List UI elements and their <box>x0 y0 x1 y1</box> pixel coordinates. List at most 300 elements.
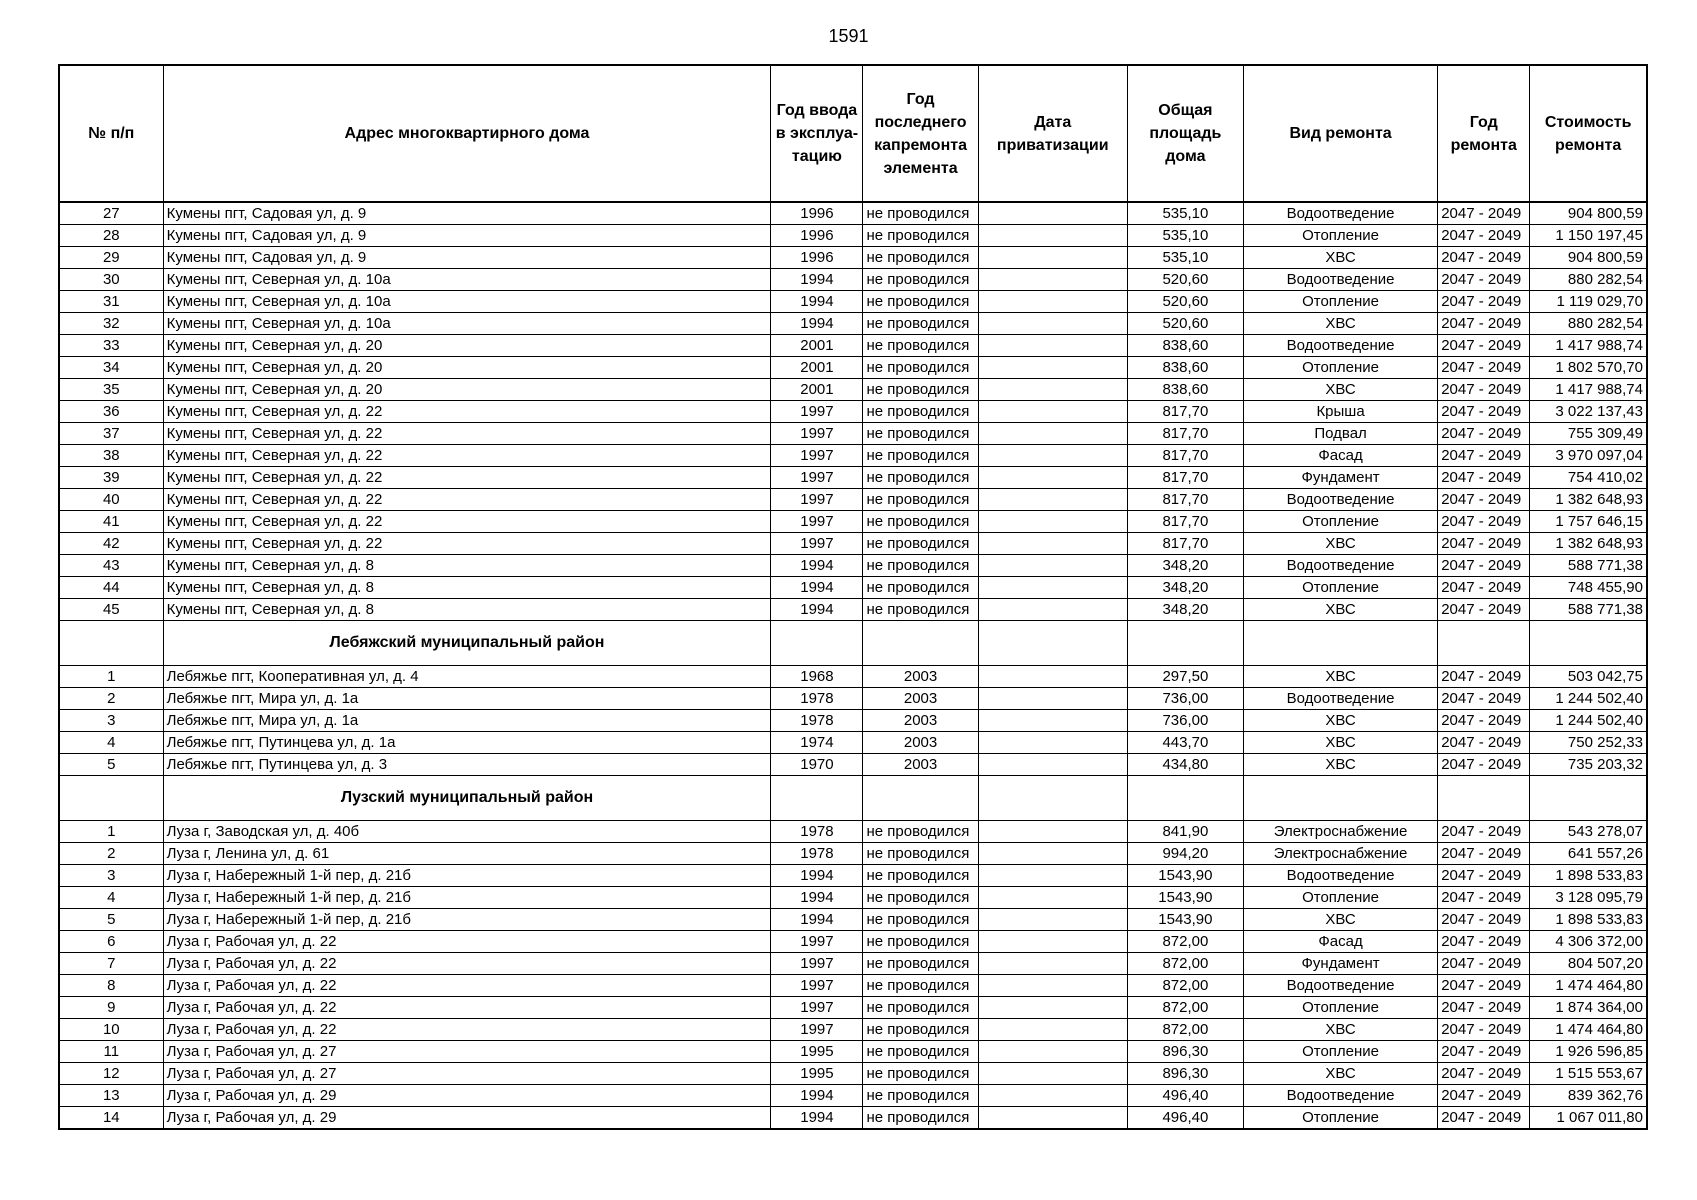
cell-cost: 1 150 197,45 <box>1530 225 1647 247</box>
cell-repair-year: 2047 - 2049 <box>1438 401 1530 423</box>
cell-year-built: 1994 <box>771 1085 863 1107</box>
cell-repair-year: 2047 - 2049 <box>1438 577 1530 599</box>
cell-repair-type: Водоотведение <box>1243 335 1437 357</box>
cell-repair-year: 2047 - 2049 <box>1438 688 1530 710</box>
cell-last-repair: не проводился <box>863 247 978 269</box>
header-address: Адрес многоквартирного дома <box>163 65 771 202</box>
cell-privatization <box>978 732 1127 754</box>
cell-cost: 1 898 533,83 <box>1530 865 1647 887</box>
cell-privatization <box>978 975 1127 997</box>
cell-num: 14 <box>59 1107 163 1130</box>
cell-address: Кумены пгт, Северная ул, д. 10а <box>163 291 771 313</box>
cell-privatization <box>978 710 1127 732</box>
cell-area: 736,00 <box>1127 710 1243 732</box>
cell-year-built: 2001 <box>771 335 863 357</box>
header-year-built: Год ввода в эксплуа-тацию <box>771 65 863 202</box>
cell-privatization <box>978 997 1127 1019</box>
district-name: Лузский муниципальный район <box>163 776 771 821</box>
cell-cost: 4 306 372,00 <box>1530 931 1647 953</box>
cell-address: Лебяжье пгт, Путинцева ул, д. 3 <box>163 754 771 776</box>
cell-privatization <box>978 335 1127 357</box>
cell-year-built: 2001 <box>771 379 863 401</box>
cell-cost: 503 042,75 <box>1530 666 1647 688</box>
cell-year-built: 1997 <box>771 401 863 423</box>
cell-last-repair: не проводился <box>863 821 978 843</box>
cell-repair-year: 2047 - 2049 <box>1438 533 1530 555</box>
cell-privatization <box>978 533 1127 555</box>
cell-privatization <box>978 1041 1127 1063</box>
cell-address: Кумены пгт, Северная ул, д. 8 <box>163 555 771 577</box>
district-row <box>59 621 1647 666</box>
cell-repair-year: 2047 - 2049 <box>1438 357 1530 379</box>
cell-last-repair: не проводился <box>863 1041 978 1063</box>
cell-area: 496,40 <box>1127 1085 1243 1107</box>
cell-privatization <box>978 357 1127 379</box>
cell-num: 2 <box>59 843 163 865</box>
cell-area: 817,70 <box>1127 467 1243 489</box>
district-empty-cell <box>1530 621 1647 666</box>
cell-repair-type: Водоотведение <box>1243 555 1437 577</box>
cell-num: 37 <box>59 423 163 445</box>
cell-repair-type: Электроснабжение <box>1243 821 1437 843</box>
table-body <box>59 202 1647 1129</box>
cell-repair-year: 2047 - 2049 <box>1438 489 1530 511</box>
cell-year-built: 1994 <box>771 555 863 577</box>
cell-repair-type: Отопление <box>1243 887 1437 909</box>
cell-repair-type: Водоотведение <box>1243 489 1437 511</box>
cell-repair-year: 2047 - 2049 <box>1438 1107 1530 1130</box>
cell-repair-type: Отопление <box>1243 1107 1437 1130</box>
cell-cost: 1 382 648,93 <box>1530 489 1647 511</box>
table-row <box>59 533 1647 555</box>
cell-num: 10 <box>59 1019 163 1041</box>
district-empty-cell <box>978 621 1127 666</box>
cell-area: 496,40 <box>1127 1107 1243 1130</box>
cell-address: Кумены пгт, Садовая ул, д. 9 <box>163 247 771 269</box>
cell-num: 45 <box>59 599 163 621</box>
cell-repair-year: 2047 - 2049 <box>1438 865 1530 887</box>
header-privatization: Дата приватизации <box>978 65 1127 202</box>
cell-cost: 880 282,54 <box>1530 269 1647 291</box>
table-row <box>59 511 1647 533</box>
district-name: Лебяжский муниципальный район <box>163 621 771 666</box>
cell-num: 40 <box>59 489 163 511</box>
district-empty-cell <box>1243 776 1437 821</box>
cell-address: Луза г, Рабочая ул, д. 22 <box>163 953 771 975</box>
table-header-row <box>59 65 1647 202</box>
cell-address: Луза г, Рабочая ул, д. 22 <box>163 997 771 1019</box>
cell-year-built: 1994 <box>771 1107 863 1130</box>
cell-repair-type: Водоотведение <box>1243 688 1437 710</box>
cell-cost: 1 119 029,70 <box>1530 291 1647 313</box>
table-row <box>59 202 1647 225</box>
cell-address: Кумены пгт, Садовая ул, д. 9 <box>163 202 771 225</box>
district-empty-cell <box>863 621 978 666</box>
cell-cost: 904 800,59 <box>1530 247 1647 269</box>
cell-cost: 1 382 648,93 <box>1530 533 1647 555</box>
table-row <box>59 1019 1647 1041</box>
cell-repair-type: Водоотведение <box>1243 975 1437 997</box>
cell-address: Луза г, Заводская ул, д. 40б <box>163 821 771 843</box>
cell-privatization <box>978 313 1127 335</box>
cell-year-built: 1997 <box>771 489 863 511</box>
cell-area: 535,10 <box>1127 202 1243 225</box>
table-row <box>59 599 1647 621</box>
cell-repair-year: 2047 - 2049 <box>1438 710 1530 732</box>
cell-cost: 1 244 502,40 <box>1530 688 1647 710</box>
cell-repair-type: ХВС <box>1243 666 1437 688</box>
table-row <box>59 997 1647 1019</box>
cell-privatization <box>978 269 1127 291</box>
cell-area: 838,60 <box>1127 335 1243 357</box>
cell-num: 41 <box>59 511 163 533</box>
cell-cost: 1 874 364,00 <box>1530 997 1647 1019</box>
cell-cost: 3 022 137,43 <box>1530 401 1647 423</box>
cell-year-built: 1994 <box>771 291 863 313</box>
cell-repair-year: 2047 - 2049 <box>1438 887 1530 909</box>
cell-num: 4 <box>59 887 163 909</box>
cell-area: 841,90 <box>1127 821 1243 843</box>
cell-last-repair: не проводился <box>863 511 978 533</box>
cell-year-built: 1978 <box>771 821 863 843</box>
district-empty-cell <box>59 776 163 821</box>
cell-last-repair: 2003 <box>863 754 978 776</box>
cell-privatization <box>978 953 1127 975</box>
cell-area: 1543,90 <box>1127 887 1243 909</box>
cell-last-repair: не проводился <box>863 997 978 1019</box>
cell-repair-year: 2047 - 2049 <box>1438 843 1530 865</box>
cell-area: 872,00 <box>1127 1019 1243 1041</box>
cell-last-repair: не проводился <box>863 1019 978 1041</box>
cell-area: 434,80 <box>1127 754 1243 776</box>
cell-cost: 735 203,32 <box>1530 754 1647 776</box>
cell-repair-year: 2047 - 2049 <box>1438 599 1530 621</box>
cell-cost: 1 515 553,67 <box>1530 1063 1647 1085</box>
cell-address: Кумены пгт, Северная ул, д. 22 <box>163 467 771 489</box>
cell-area: 872,00 <box>1127 953 1243 975</box>
cell-address: Кумены пгт, Северная ул, д. 20 <box>163 357 771 379</box>
cell-address: Кумены пгт, Северная ул, д. 8 <box>163 577 771 599</box>
cell-year-built: 1994 <box>771 865 863 887</box>
cell-num: 1 <box>59 821 163 843</box>
cell-last-repair: не проводился <box>863 953 978 975</box>
cell-privatization <box>978 754 1127 776</box>
header-last-repair: Год последнего капремонта элемента <box>863 65 978 202</box>
cell-cost: 748 455,90 <box>1530 577 1647 599</box>
cell-privatization <box>978 202 1127 225</box>
cell-num: 9 <box>59 997 163 1019</box>
table-row <box>59 909 1647 931</box>
cell-privatization <box>978 843 1127 865</box>
cell-repair-year: 2047 - 2049 <box>1438 202 1530 225</box>
cell-repair-year: 2047 - 2049 <box>1438 247 1530 269</box>
cell-num: 5 <box>59 909 163 931</box>
cell-repair-type: ХВС <box>1243 754 1437 776</box>
cell-repair-year: 2047 - 2049 <box>1438 1085 1530 1107</box>
cell-year-built: 2001 <box>771 357 863 379</box>
table-row <box>59 247 1647 269</box>
cell-repair-year: 2047 - 2049 <box>1438 269 1530 291</box>
cell-num: 2 <box>59 688 163 710</box>
cell-repair-type: Отопление <box>1243 225 1437 247</box>
cell-num: 32 <box>59 313 163 335</box>
cell-repair-type: Фундамент <box>1243 953 1437 975</box>
cell-address: Луза г, Рабочая ул, д. 27 <box>163 1041 771 1063</box>
cell-cost: 754 410,02 <box>1530 467 1647 489</box>
table-row <box>59 401 1647 423</box>
cell-cost: 1 474 464,80 <box>1530 975 1647 997</box>
cell-last-repair: 2003 <box>863 688 978 710</box>
cell-address: Кумены пгт, Северная ул, д. 10а <box>163 313 771 335</box>
cell-cost: 543 278,07 <box>1530 821 1647 843</box>
cell-address: Кумены пгт, Северная ул, д. 22 <box>163 511 771 533</box>
cell-repair-year: 2047 - 2049 <box>1438 291 1530 313</box>
cell-repair-year: 2047 - 2049 <box>1438 732 1530 754</box>
cell-repair-type: Отопление <box>1243 577 1437 599</box>
cell-area: 817,70 <box>1127 533 1243 555</box>
cell-last-repair: не проводился <box>863 843 978 865</box>
cell-repair-year: 2047 - 2049 <box>1438 423 1530 445</box>
cell-cost: 1 926 596,85 <box>1530 1041 1647 1063</box>
cell-area: 520,60 <box>1127 269 1243 291</box>
cell-repair-type: Отопление <box>1243 357 1437 379</box>
cell-privatization <box>978 225 1127 247</box>
cell-num: 1 <box>59 666 163 688</box>
cell-address: Кумены пгт, Северная ул, д. 22 <box>163 423 771 445</box>
cell-cost: 588 771,38 <box>1530 599 1647 621</box>
table-row <box>59 423 1647 445</box>
cell-privatization <box>978 445 1127 467</box>
cell-repair-type: Электроснабжение <box>1243 843 1437 865</box>
cell-repair-year: 2047 - 2049 <box>1438 975 1530 997</box>
cell-year-built: 1978 <box>771 710 863 732</box>
header-cost: Стоимость ремонта <box>1530 65 1647 202</box>
district-row <box>59 776 1647 821</box>
cell-area: 872,00 <box>1127 997 1243 1019</box>
cell-last-repair: не проводился <box>863 555 978 577</box>
cell-address: Луза г, Рабочая ул, д. 29 <box>163 1107 771 1130</box>
cell-cost: 1 417 988,74 <box>1530 335 1647 357</box>
cell-last-repair: не проводился <box>863 401 978 423</box>
table-row <box>59 1107 1647 1130</box>
cell-repair-type: Водоотведение <box>1243 269 1437 291</box>
cell-privatization <box>978 511 1127 533</box>
cell-repair-year: 2047 - 2049 <box>1438 821 1530 843</box>
cell-privatization <box>978 291 1127 313</box>
cell-year-built: 1997 <box>771 445 863 467</box>
table-row <box>59 357 1647 379</box>
table-row <box>59 1085 1647 1107</box>
cell-last-repair: не проводился <box>863 975 978 997</box>
cell-address: Кумены пгт, Северная ул, д. 10а <box>163 269 771 291</box>
cell-cost: 755 309,49 <box>1530 423 1647 445</box>
cell-cost: 1 757 646,15 <box>1530 511 1647 533</box>
table-row <box>59 754 1647 776</box>
table-row <box>59 1041 1647 1063</box>
table-row <box>59 335 1647 357</box>
district-empty-cell <box>978 776 1127 821</box>
cell-address: Луза г, Ленина ул, д. 61 <box>163 843 771 865</box>
header-repair-type: Вид ремонта <box>1243 65 1437 202</box>
cell-privatization <box>978 379 1127 401</box>
cell-num: 11 <box>59 1041 163 1063</box>
cell-num: 43 <box>59 555 163 577</box>
cell-repair-type: Подвал <box>1243 423 1437 445</box>
cell-address: Луза г, Набережный 1-й пер, д. 21б <box>163 887 771 909</box>
district-empty-cell <box>1127 776 1243 821</box>
table-row <box>59 843 1647 865</box>
cell-privatization <box>978 555 1127 577</box>
cell-year-built: 1995 <box>771 1063 863 1085</box>
cell-cost: 1 474 464,80 <box>1530 1019 1647 1041</box>
cell-cost: 1 244 502,40 <box>1530 710 1647 732</box>
cell-repair-year: 2047 - 2049 <box>1438 1041 1530 1063</box>
table-row <box>59 291 1647 313</box>
cell-area: 838,60 <box>1127 357 1243 379</box>
cell-repair-year: 2047 - 2049 <box>1438 313 1530 335</box>
cell-privatization <box>978 247 1127 269</box>
cell-year-built: 1978 <box>771 843 863 865</box>
cell-num: 6 <box>59 931 163 953</box>
cell-year-built: 1968 <box>771 666 863 688</box>
cell-privatization <box>978 821 1127 843</box>
cell-repair-year: 2047 - 2049 <box>1438 754 1530 776</box>
table-row <box>59 467 1647 489</box>
cell-year-built: 1994 <box>771 599 863 621</box>
cell-repair-type: Отопление <box>1243 511 1437 533</box>
cell-repair-type: ХВС <box>1243 1063 1437 1085</box>
cell-last-repair: не проводился <box>863 313 978 335</box>
cell-num: 3 <box>59 865 163 887</box>
district-empty-cell <box>1530 776 1647 821</box>
table-row <box>59 225 1647 247</box>
cell-area: 520,60 <box>1127 313 1243 335</box>
cell-repair-type: ХВС <box>1243 379 1437 401</box>
cell-address: Кумены пгт, Садовая ул, д. 9 <box>163 225 771 247</box>
cell-num: 13 <box>59 1085 163 1107</box>
cell-num: 36 <box>59 401 163 423</box>
cell-num: 39 <box>59 467 163 489</box>
cell-last-repair: не проводился <box>863 202 978 225</box>
cell-repair-type: ХВС <box>1243 1019 1437 1041</box>
cell-area: 817,70 <box>1127 445 1243 467</box>
table-row <box>59 489 1647 511</box>
cell-area: 443,70 <box>1127 732 1243 754</box>
cell-last-repair: не проводился <box>863 225 978 247</box>
cell-repair-type: Крыша <box>1243 401 1437 423</box>
cell-address: Луза г, Рабочая ул, д. 22 <box>163 1019 771 1041</box>
cell-num: 12 <box>59 1063 163 1085</box>
cell-last-repair: не проводился <box>863 291 978 313</box>
repair-register-table <box>58 64 1648 1130</box>
cell-address: Луза г, Набережный 1-й пер, д. 21б <box>163 909 771 931</box>
cell-area: 736,00 <box>1127 688 1243 710</box>
cell-area: 994,20 <box>1127 843 1243 865</box>
header-area: Общая площадь дома <box>1127 65 1243 202</box>
cell-address: Луза г, Рабочая ул, д. 22 <box>163 931 771 953</box>
cell-area: 348,20 <box>1127 577 1243 599</box>
cell-repair-type: Отопление <box>1243 291 1437 313</box>
cell-repair-type: Водоотведение <box>1243 865 1437 887</box>
cell-num: 7 <box>59 953 163 975</box>
cell-privatization <box>978 467 1127 489</box>
district-empty-cell <box>1438 621 1530 666</box>
cell-cost: 1 802 570,70 <box>1530 357 1647 379</box>
district-empty-cell <box>771 776 863 821</box>
table-row <box>59 666 1647 688</box>
cell-area: 896,30 <box>1127 1063 1243 1085</box>
cell-year-built: 1997 <box>771 467 863 489</box>
cell-privatization <box>978 1063 1127 1085</box>
cell-num: 29 <box>59 247 163 269</box>
cell-repair-year: 2047 - 2049 <box>1438 931 1530 953</box>
cell-num: 38 <box>59 445 163 467</box>
cell-year-built: 1974 <box>771 732 863 754</box>
cell-address: Кумены пгт, Северная ул, д. 22 <box>163 489 771 511</box>
table-row <box>59 688 1647 710</box>
district-empty-cell <box>1438 776 1530 821</box>
cell-year-built: 1997 <box>771 511 863 533</box>
table-row <box>59 953 1647 975</box>
cell-area: 297,50 <box>1127 666 1243 688</box>
cell-address: Лебяжье пгт, Кооперативная ул, д. 4 <box>163 666 771 688</box>
cell-repair-year: 2047 - 2049 <box>1438 997 1530 1019</box>
cell-year-built: 1997 <box>771 931 863 953</box>
cell-area: 1543,90 <box>1127 909 1243 931</box>
cell-cost: 750 252,33 <box>1530 732 1647 754</box>
cell-repair-year: 2047 - 2049 <box>1438 555 1530 577</box>
cell-last-repair: не проводился <box>863 909 978 931</box>
cell-cost: 804 507,20 <box>1530 953 1647 975</box>
cell-area: 535,10 <box>1127 225 1243 247</box>
cell-area: 817,70 <box>1127 401 1243 423</box>
cell-repair-type: ХВС <box>1243 313 1437 335</box>
district-empty-cell <box>1243 621 1437 666</box>
cell-cost: 3 128 095,79 <box>1530 887 1647 909</box>
district-empty-cell <box>59 621 163 666</box>
cell-area: 896,30 <box>1127 1041 1243 1063</box>
cell-num: 33 <box>59 335 163 357</box>
cell-repair-year: 2047 - 2049 <box>1438 379 1530 401</box>
cell-year-built: 1994 <box>771 269 863 291</box>
cell-year-built: 1994 <box>771 909 863 931</box>
cell-year-built: 1997 <box>771 975 863 997</box>
cell-privatization <box>978 865 1127 887</box>
table-row <box>59 445 1647 467</box>
cell-privatization <box>978 909 1127 931</box>
cell-year-built: 1994 <box>771 313 863 335</box>
cell-cost: 3 970 097,04 <box>1530 445 1647 467</box>
cell-privatization <box>978 423 1127 445</box>
cell-cost: 641 557,26 <box>1530 843 1647 865</box>
cell-area: 520,60 <box>1127 291 1243 313</box>
cell-cost: 1 067 011,80 <box>1530 1107 1647 1130</box>
cell-repair-year: 2047 - 2049 <box>1438 445 1530 467</box>
cell-privatization <box>978 1107 1127 1130</box>
cell-cost: 880 282,54 <box>1530 313 1647 335</box>
cell-privatization <box>978 931 1127 953</box>
cell-privatization <box>978 688 1127 710</box>
cell-repair-year: 2047 - 2049 <box>1438 511 1530 533</box>
cell-year-built: 1997 <box>771 953 863 975</box>
cell-area: 817,70 <box>1127 489 1243 511</box>
cell-address: Луза г, Рабочая ул, д. 27 <box>163 1063 771 1085</box>
cell-area: 348,20 <box>1127 555 1243 577</box>
cell-repair-type: ХВС <box>1243 710 1437 732</box>
cell-last-repair: 2003 <box>863 710 978 732</box>
cell-privatization <box>978 666 1127 688</box>
cell-address: Кумены пгт, Северная ул, д. 8 <box>163 599 771 621</box>
